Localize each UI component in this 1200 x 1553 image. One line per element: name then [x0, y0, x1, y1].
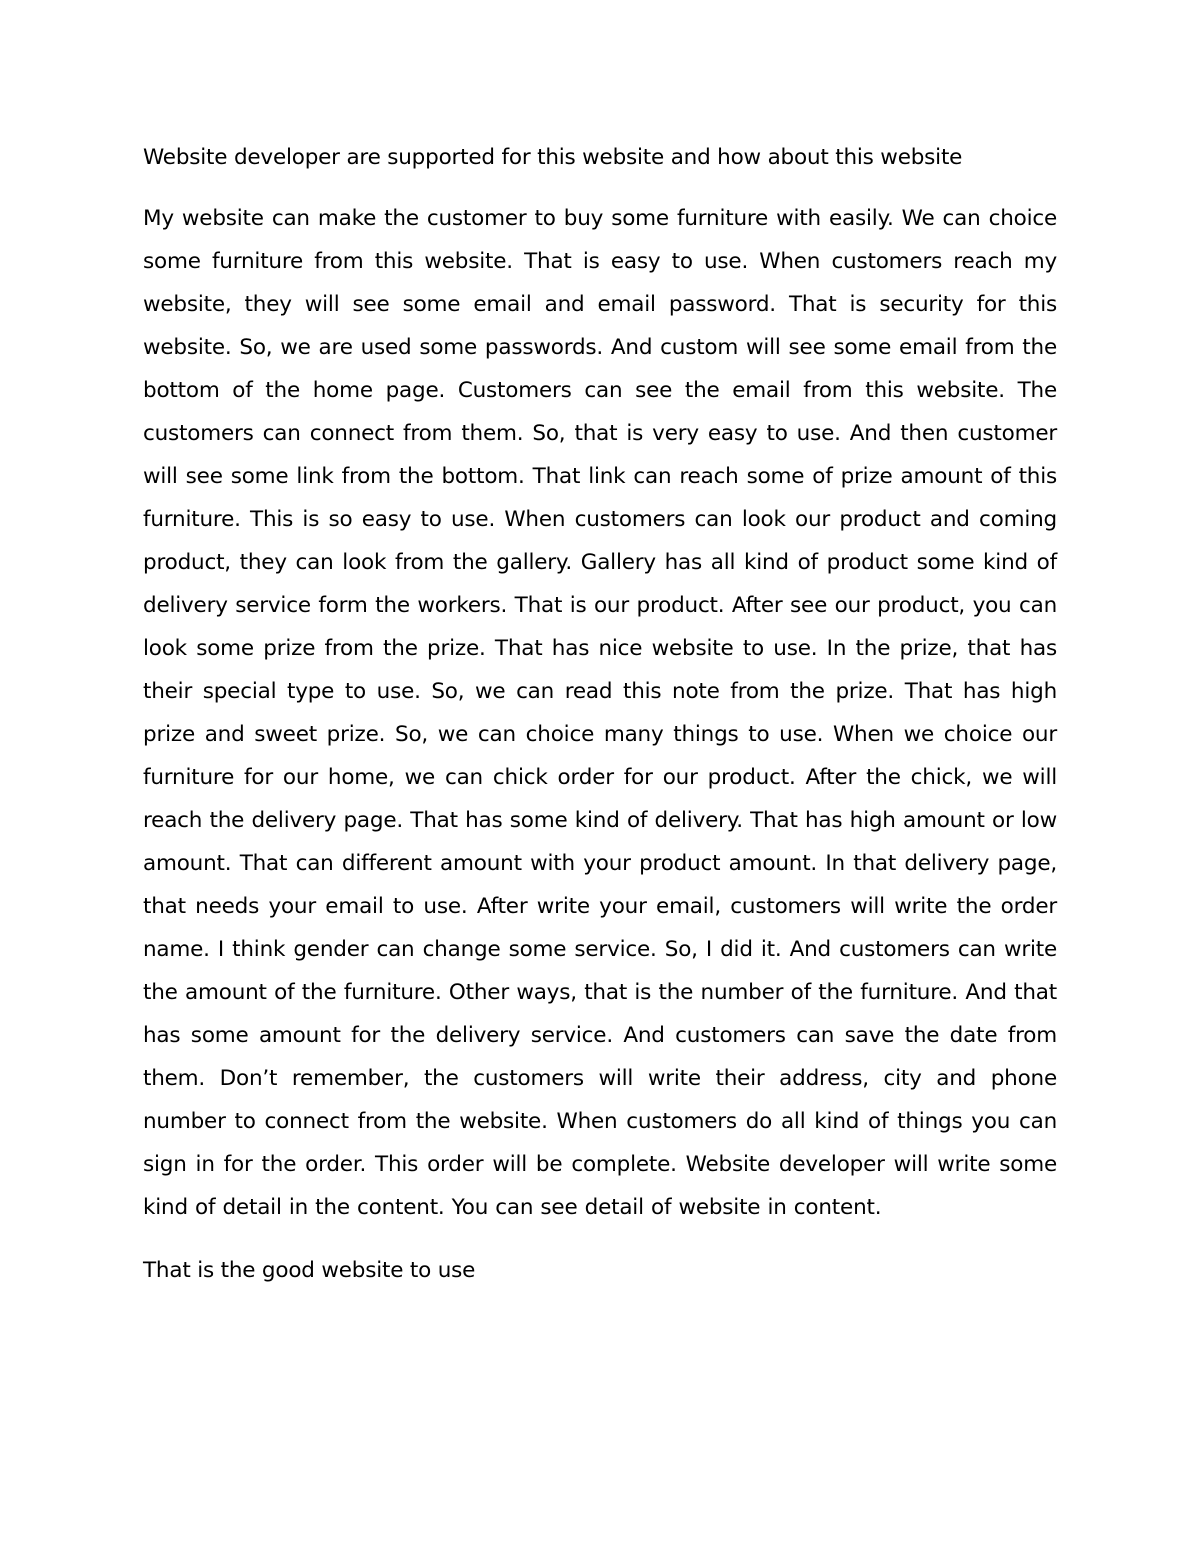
document-heading: Website developer are supported for this website and how about this website — [143, 145, 963, 170]
closing-line: That is the good website to use — [143, 1258, 476, 1283]
body-paragraph: My website can make the customer to buy some furniture with easily. We can choice some furniture from this website. That is easy to use. When customers reach my website, they will see some email and email password. That is security for this website. So, we are used some passwords. And custom will see some email from the bottom of the home page. Customers can see the email from this website. The customers can connect from them. So, that is very easy to use. And then customer will see some link from the bottom. That link can reach some of prize amount of this furniture. This is so easy to use. When customers can look our product and coming product, they can look from the gallery. Gallery has all kind of product some kind of delivery service form the workers. That is our product. After see our product, you can look some prize from the prize. That has nice website to use. In the prize, that has their special type to use. So, we can read this note from the prize. That has high prize and sweet prize. So, we can choice many things to use. When we choice our furniture for our home, we can chick order for our product. After the chick, we will reach the delivery page. That has some kind of delivery. That has high amount or low amount. That can different amount with your product amount. In that delivery page, that needs your email to use. After write your email, customers will write the order name. I think gender can change some service. So, I did it. And customers can write the amount of the furniture. Other ways, that is the number of the furniture. And that has some amount for the delivery service. And customers can save the date from them. Don’t remember, the customers will write their address, city and phone number to connect from the website. When customers do all kind of things you can sign in for the order. This order will be complete. Website developer will write some kind of detail in the content. You can see detail of website in content. — [143, 206, 1057, 1220]
document-content — [143, 138, 1057, 1291]
